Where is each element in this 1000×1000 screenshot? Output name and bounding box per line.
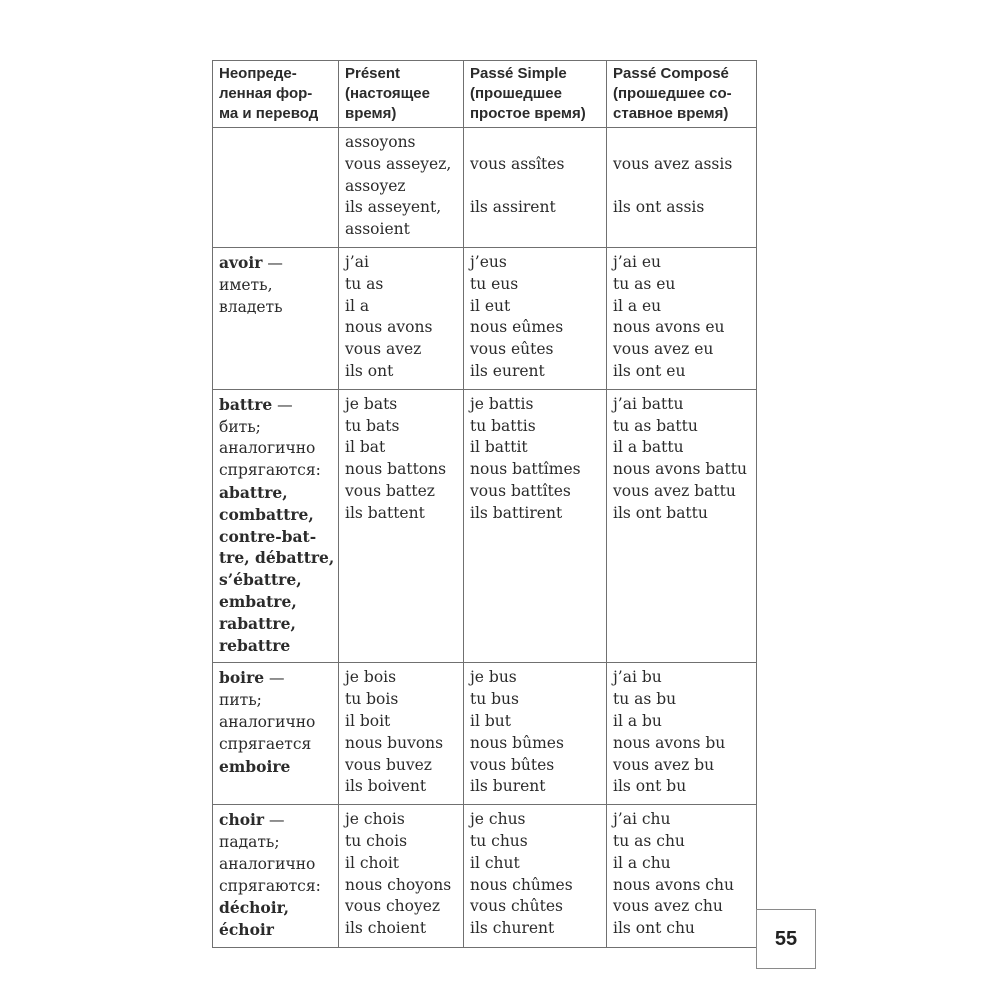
conjugation-form: vous battez [345, 481, 435, 500]
passe-simple-cell [464, 389, 607, 663]
conjugation-form: il a bu [613, 711, 662, 730]
conjugation-form: il a [345, 296, 370, 315]
translation-line: иметь, [219, 275, 273, 294]
conjugation-form: tu as battu [613, 416, 698, 435]
table-body [213, 128, 757, 948]
conjugation-form: nous avons chu [613, 875, 735, 894]
conjugation-form: ils battent [345, 503, 425, 522]
conjugation-form: tu chois [345, 831, 408, 850]
conjugation-table [212, 60, 757, 948]
related-verb: rabattre, [219, 613, 296, 633]
conjugation-form: nous avons eu [613, 318, 725, 337]
translation-line: спрягается [219, 734, 312, 753]
conjugation-form: tu battis [470, 416, 536, 435]
related-verb: s’ébattre, [219, 570, 302, 590]
conjugation-form: nous battons [345, 460, 447, 479]
conjugation-form: je bois [345, 668, 397, 687]
passe-compose-cell [607, 247, 757, 389]
table-row [213, 247, 757, 389]
conjugation-form: nous avons bu [613, 733, 726, 752]
conjugation-form: ils churent [470, 919, 555, 938]
conjugation-form: ils ont assis [613, 198, 705, 217]
infinitive-cell [213, 663, 339, 805]
verb-dash: — [272, 395, 293, 414]
conjugation-form: je battis [470, 394, 534, 413]
conjugation-form: il boit [345, 711, 391, 730]
verb-line [219, 252, 333, 275]
header-passe-simple: Passé Simple (прошедшее простое время) [464, 61, 607, 128]
conjugation-form: tu as eu [613, 274, 676, 293]
present-cell [339, 128, 464, 248]
conjugation-form: tu bats [345, 416, 400, 435]
passe-simple-cell [464, 247, 607, 389]
conjugation-form: ils ont [345, 361, 394, 380]
passe-compose-cell [607, 663, 757, 805]
conjugation-form: tu bus [470, 690, 519, 709]
header-passe-compose: Passé Composé (прошедшее со- ставное время) [607, 61, 757, 128]
conjugation-form [470, 132, 601, 154]
conjugation-form: il a battu [613, 438, 684, 457]
verb-infinitive: boire [219, 668, 265, 688]
passe-simple-cell [464, 663, 607, 805]
translation-line: аналогично [219, 712, 316, 731]
related-verb: abattre, [219, 482, 288, 502]
conjugation-form [613, 132, 751, 154]
conjugation-form: assoyons [345, 133, 416, 151]
conjugation-form: il battit [470, 438, 528, 457]
conjugation-form: il a chu [613, 853, 671, 872]
conjugation-form: tu chus [470, 831, 528, 850]
translation-line: аналогично [219, 854, 316, 873]
conjugation-form: il bat [345, 438, 386, 457]
translation-line: падать; [219, 832, 280, 851]
related-verb: embatre, [219, 591, 297, 611]
conjugation-form: il chut [470, 853, 520, 872]
conjugation-form: ils asseyent, [345, 198, 442, 217]
conjugation-form: vous buvez [345, 755, 432, 774]
present-cell [339, 389, 464, 663]
conjugation-form [613, 176, 751, 198]
conjugation-form: j’ai [345, 252, 369, 271]
infinitive-cell [213, 247, 339, 389]
conjugation-form: assoient [345, 220, 410, 239]
translation-line: спрягаются: [219, 461, 321, 480]
translation-line: аналогично [219, 439, 316, 458]
table-row [213, 389, 757, 663]
conjugation-form: assoyez [345, 176, 406, 195]
conjugation-form: vous battîtes [470, 481, 571, 500]
conjugation-form: tu as [345, 274, 384, 293]
conjugation-form: vous avez assis [613, 154, 733, 173]
conjugation-form: tu eus [470, 274, 519, 293]
conjugation-form: je chois [345, 810, 405, 829]
related-verb: déchoir, [219, 898, 290, 918]
passe-compose-cell [607, 389, 757, 663]
conjugation-form: ils choient [345, 919, 427, 938]
conjugation-form: vous avez bu [613, 755, 715, 774]
translation-line: пить; [219, 691, 262, 710]
conjugation-form: je bats [345, 394, 398, 413]
page-number-box [756, 909, 816, 969]
passe-compose-cell [607, 805, 757, 948]
conjugation-form: vous avez eu [613, 340, 714, 359]
table-row [213, 663, 757, 805]
page-number: 55 [774, 927, 798, 950]
verb-line [219, 809, 333, 832]
related-verb: rebattre [219, 635, 291, 655]
header-present: Présent (настоящее время) [339, 61, 464, 128]
conjugation-form: nous avons battu [613, 460, 747, 479]
conjugation-form: ils ont chu [613, 919, 695, 938]
conjugation-form: vous avez battu [613, 481, 736, 500]
conjugation-form: ils assirent [470, 198, 556, 217]
conjugation-form: ils battirent [470, 503, 563, 522]
conjugation-form: j’ai chu [613, 810, 671, 829]
conjugation-form: ils burent [470, 777, 546, 796]
verb-line [219, 394, 333, 417]
related-verb: échoir [219, 920, 274, 940]
verb-infinitive: battre [219, 394, 273, 414]
conjugation-form: nous eûmes [470, 318, 564, 337]
verb-infinitive: choir [219, 810, 265, 830]
verb-infinitive: avoir [219, 252, 263, 272]
conjugation-form: il but [470, 711, 511, 730]
verb-dash: — [264, 669, 285, 688]
conjugation-form: vous assîtes [470, 154, 565, 173]
conjugation-form: ils ont eu [613, 361, 686, 380]
conjugation-form: j’ai battu [613, 394, 684, 413]
passe-simple-cell [464, 805, 607, 948]
conjugation-form: nous buvons [345, 733, 444, 752]
conjugation-form: ils boivent [345, 777, 427, 796]
conjugation-form: je chus [470, 810, 526, 829]
conjugation-form [470, 176, 601, 198]
related-verb: combattre, [219, 504, 314, 524]
related-verb: emboire [219, 756, 291, 776]
verb-dash: — [262, 253, 283, 272]
conjugation-form: j’ai bu [613, 668, 662, 687]
conjugation-form: il choit [345, 853, 400, 872]
conjugation-form: vous avez chu [613, 897, 723, 916]
conjugation-form: vous bûtes [470, 755, 555, 774]
table-row [213, 128, 757, 248]
present-cell [339, 663, 464, 805]
conjugation-form: tu as bu [613, 690, 677, 709]
passe-simple-cell [464, 128, 607, 248]
header-row [213, 61, 757, 128]
present-cell [339, 805, 464, 948]
conjugation-form: ils ont battu [613, 503, 708, 522]
conjugation-form: tu bois [345, 690, 399, 709]
passe-compose-cell [607, 128, 757, 248]
conjugation-form: vous eûtes [470, 340, 554, 359]
conjugation-form: ils ont bu [613, 777, 687, 796]
conjugation-form: vous chûtes [470, 897, 563, 916]
translation-line: спрягаются: [219, 876, 321, 895]
conjugation-form: vous avez [345, 340, 422, 359]
conjugation-form: ils eurent [470, 361, 545, 380]
infinitive-cell [213, 389, 339, 663]
conjugation-form: vous asseyez, [345, 154, 452, 173]
related-verb: contre-bat- [219, 526, 317, 546]
verb-line [219, 667, 333, 690]
conjugation-form: tu as chu [613, 831, 685, 850]
conjugation-form: nous battîmes [470, 460, 581, 479]
conjugation-form: il a eu [613, 296, 662, 315]
conjugation-form: nous bûmes [470, 733, 564, 752]
conjugation-form [470, 219, 601, 241]
conjugation-form: nous chûmes [470, 875, 573, 894]
conjugation-form: j’ai eu [613, 252, 662, 271]
header-infinitive: Неопреде- ленная фор- ма и перевод [213, 61, 339, 128]
conjugation-form [613, 219, 751, 241]
conjugation-form: nous avons [345, 318, 433, 337]
related-verb: tre, débattre, [219, 548, 335, 568]
present-cell [339, 247, 464, 389]
table-row [213, 805, 757, 948]
conjugation-form: vous choyez [345, 897, 441, 916]
conjugation-form: nous choyons [345, 875, 452, 894]
conjugation-form: j’eus [470, 252, 507, 271]
translation-line: владеть [219, 297, 283, 316]
conjugation-form: il eut [470, 296, 511, 315]
conjugation-form: je bus [470, 668, 517, 687]
verb-dash: — [264, 811, 285, 830]
infinitive-cell [213, 805, 339, 948]
infinitive-cell [213, 128, 339, 248]
translation-line: бить; [219, 417, 261, 436]
